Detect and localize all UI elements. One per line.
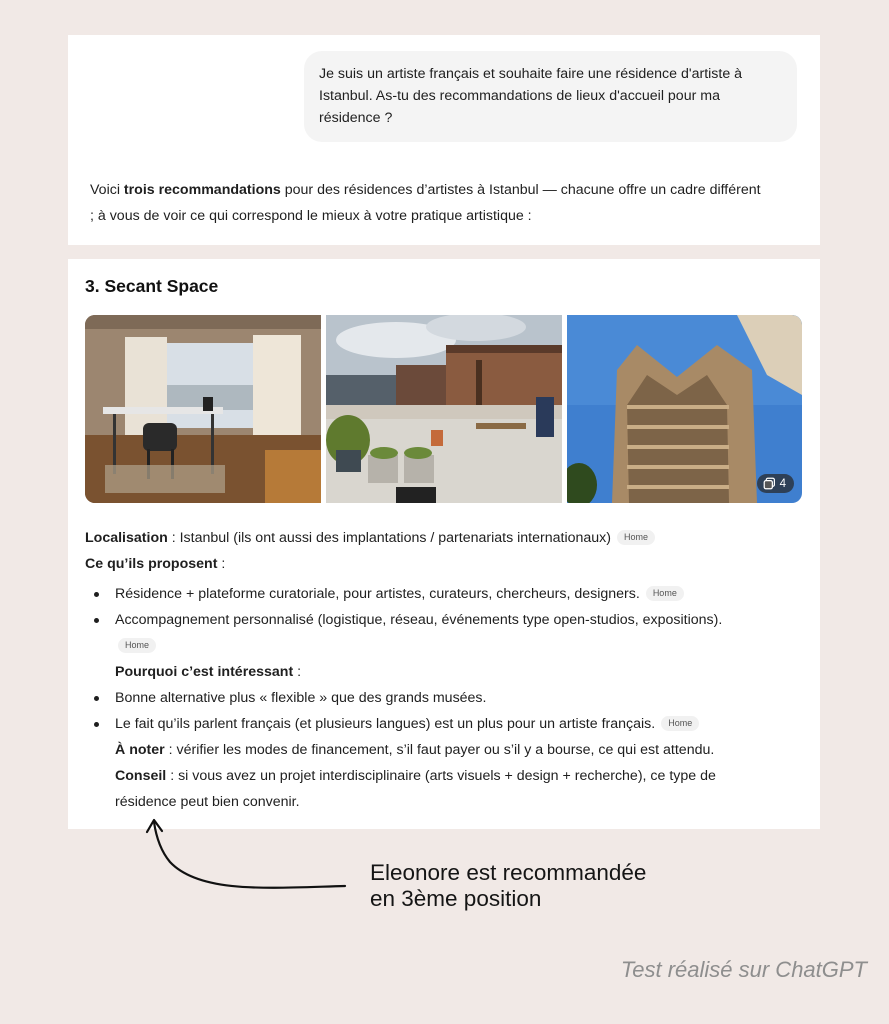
- intro-bold: trois recommandations: [123, 182, 281, 198]
- intro-text-line1: pour des résidences d’artistes à Istanbul — chacune offre un cadre différent: [280, 182, 761, 198]
- image-count: 4: [779, 477, 786, 490]
- assistant-intro: [90, 177, 810, 229]
- chip-line: [85, 633, 805, 659]
- chat-top-card: [68, 35, 820, 245]
- list-item: [85, 711, 805, 737]
- list-item: [85, 607, 805, 633]
- localisation-label: Localisation: [85, 530, 168, 546]
- rooftop-terrace-photo[interactable]: [326, 315, 562, 503]
- source-chip[interactable]: Home: [617, 530, 655, 545]
- source-chip[interactable]: Home: [118, 638, 156, 653]
- why-item-2: Le fait qu’ils parlent français (et plusieurs langues) est un plus pour un artiste français.: [115, 716, 656, 732]
- list-item: [85, 581, 805, 607]
- list-item: [85, 685, 805, 711]
- note-line: [85, 737, 805, 763]
- footer-note: Test réalisé sur ChatGPT: [620, 957, 867, 982]
- image-gallery[interactable]: [85, 315, 802, 503]
- annotation-line-2: en 3ème position: [370, 886, 542, 911]
- advice-text-2: résidence peut bien convenir.: [115, 794, 300, 810]
- advice-text-1: : si vous avez un projet interdisciplinaire (arts visuels + design + recherche), ce type de: [166, 768, 716, 784]
- advice-label: Conseil: [115, 768, 167, 784]
- annotation-arrow-icon: [140, 812, 360, 902]
- note-label: À noter: [115, 742, 165, 758]
- advice-line: [85, 763, 805, 789]
- result-card: [68, 259, 820, 829]
- annotation-line-1: Eleonore est recommandée: [370, 860, 647, 885]
- result-body: [85, 525, 805, 815]
- why-item-1: Bonne alternative plus « flexible » que des grands musées.: [115, 690, 487, 706]
- offer-label: Ce qu’ils proposent: [85, 556, 218, 572]
- localisation-line: [85, 525, 805, 551]
- offer-heading: [85, 551, 805, 577]
- source-chip[interactable]: Home: [661, 716, 699, 731]
- studio-interior-photo[interactable]: [85, 315, 321, 503]
- offer-suffix: :: [217, 556, 226, 572]
- gallery-icon: [763, 477, 776, 490]
- why-heading: [85, 659, 805, 685]
- image-count-badge[interactable]: [757, 474, 794, 493]
- why-suffix: :: [293, 664, 302, 680]
- note-text: : vérifier les modes de financement, s’il faut payer ou s’il y a bourse, ce qui est attendu.: [164, 742, 715, 758]
- intro-text-start: Voici: [90, 182, 124, 198]
- user-message-bubble: Je suis un artiste français et souhaite faire une résidence d'artiste à Istanbul. As-tu des recommandations de lieux d'accueil pour ma résidence ?: [304, 51, 797, 142]
- section-title: 3. Secant Space: [85, 276, 219, 296]
- why-label: Pourquoi c’est intéressant: [115, 664, 294, 680]
- annotation-text: [370, 860, 646, 912]
- intro-text-line2: ; à vous de voir ce qui correspond le mieux à votre pratique artistique :: [90, 208, 532, 224]
- offer-item-1: Résidence + plateforme curatoriale, pour artistes, curateurs, chercheurs, designers.: [115, 586, 640, 602]
- source-chip[interactable]: Home: [646, 586, 684, 601]
- localisation-text: : Istanbul (ils ont aussi des implantations / partenariats internationaux): [167, 530, 611, 546]
- tower-building-photo[interactable]: [567, 315, 802, 503]
- offer-item-2: Accompagnement personnalisé (logistique, réseau, événements type open-studios, expositions).: [115, 612, 723, 628]
